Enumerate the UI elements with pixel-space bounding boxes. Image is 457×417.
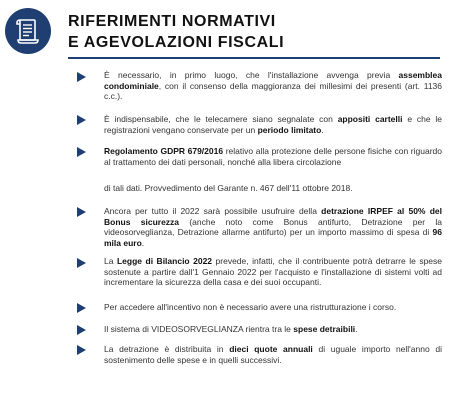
text-run: di uguale importo nell'anno di sostenimento delle spese e in quelli successivi.	[104, 344, 442, 365]
triangle-bullet-icon	[77, 258, 86, 268]
list-item-text	[104, 324, 442, 335]
text-run: Ancora per tutto il 2022 sarà possibile usufruire della	[104, 206, 322, 216]
bold-text: periodo limitato	[257, 124, 322, 135]
text-run: prevede, infatti, che il contribuente potrà detrarre le spese sostenute a partire dall'1 Gennaio 2022 per l'acquisto e l'installazione di sistemi volti ad incrementare la sicurezza della casa e dei suoi occupanti.	[104, 256, 442, 287]
text-run: relativo alla protezione delle persone fisiche con riguardo al trattamento dei dati personali, nonché alla libera circolazione	[104, 146, 442, 167]
list-item-text	[104, 206, 442, 248]
bold-text: spese detraibili	[293, 324, 356, 334]
list-item-text	[104, 256, 442, 288]
document-scroll-icon	[5, 8, 51, 54]
triangle-bullet-icon	[77, 345, 86, 355]
triangle-bullet-icon	[77, 147, 86, 157]
bold-text: dieci quote annuali	[229, 344, 313, 354]
text-run: Il sistema di VIDEOSORVEGLIANZA rientra tra le	[104, 324, 294, 334]
title-line-1: RIFERIMENTI NORMATIVI	[68, 13, 276, 30]
section-header	[0, 0, 457, 60]
bold-text: 96 mila euro	[104, 227, 442, 248]
text-run: e che le registrazioni vengano conservate per un	[104, 114, 442, 135]
triangle-bullet-icon	[77, 72, 86, 82]
list-item-text	[104, 70, 442, 102]
text-run: La	[104, 256, 117, 266]
text-run: La detrazione è distribuita in	[104, 344, 230, 354]
text-run: .	[141, 237, 145, 248]
text-run: È indispensabile, che le telecamere siano segnalate con	[104, 114, 338, 124]
title-divider	[68, 57, 440, 59]
title-line-2: E AGEVOLAZIONI FISCALI	[68, 34, 285, 51]
list-item-text	[104, 344, 442, 365]
bold-text: appositi cartelli	[337, 114, 403, 124]
bold-text: Legge di Bilancio 2022	[116, 256, 213, 266]
list-item-text: Per accedere all'incentivo non è necessario avere una ristrutturazione i corso.	[104, 302, 397, 312]
list-item-text	[104, 146, 442, 167]
text-run: È necessario, in primo luogo, che l'installazione avvenga previa	[104, 70, 399, 80]
triangle-bullet-icon	[77, 325, 86, 335]
page-title	[68, 11, 284, 53]
triangle-bullet-icon	[77, 207, 86, 217]
text-run: , con il consenso della maggioranza dei millesimi dei presenti (art. 1136 c.c.).	[104, 80, 442, 101]
text-run: .	[355, 324, 358, 334]
triangle-bullet-icon	[77, 115, 86, 125]
bold-text: detrazione IRPEF al 50% del Bonus sicurezza	[104, 206, 442, 227]
text-run: .	[321, 124, 324, 135]
list-item-text	[104, 114, 442, 135]
bold-text: Regolamento GDPR 679/2016	[104, 146, 224, 156]
text-run: (anche noto come Bonus antifurto, Detrazione per la videosorveglianza, Detrazione allarme antifurto) per un importo massimo di spesa di	[104, 216, 442, 237]
list-item-continuation: di tali dati. Provvedimento del Garante n. 467 dell'11 ottobre 2018.	[104, 183, 353, 193]
bold-text: assemblea condominiale	[104, 70, 442, 91]
triangle-bullet-icon	[77, 303, 86, 313]
